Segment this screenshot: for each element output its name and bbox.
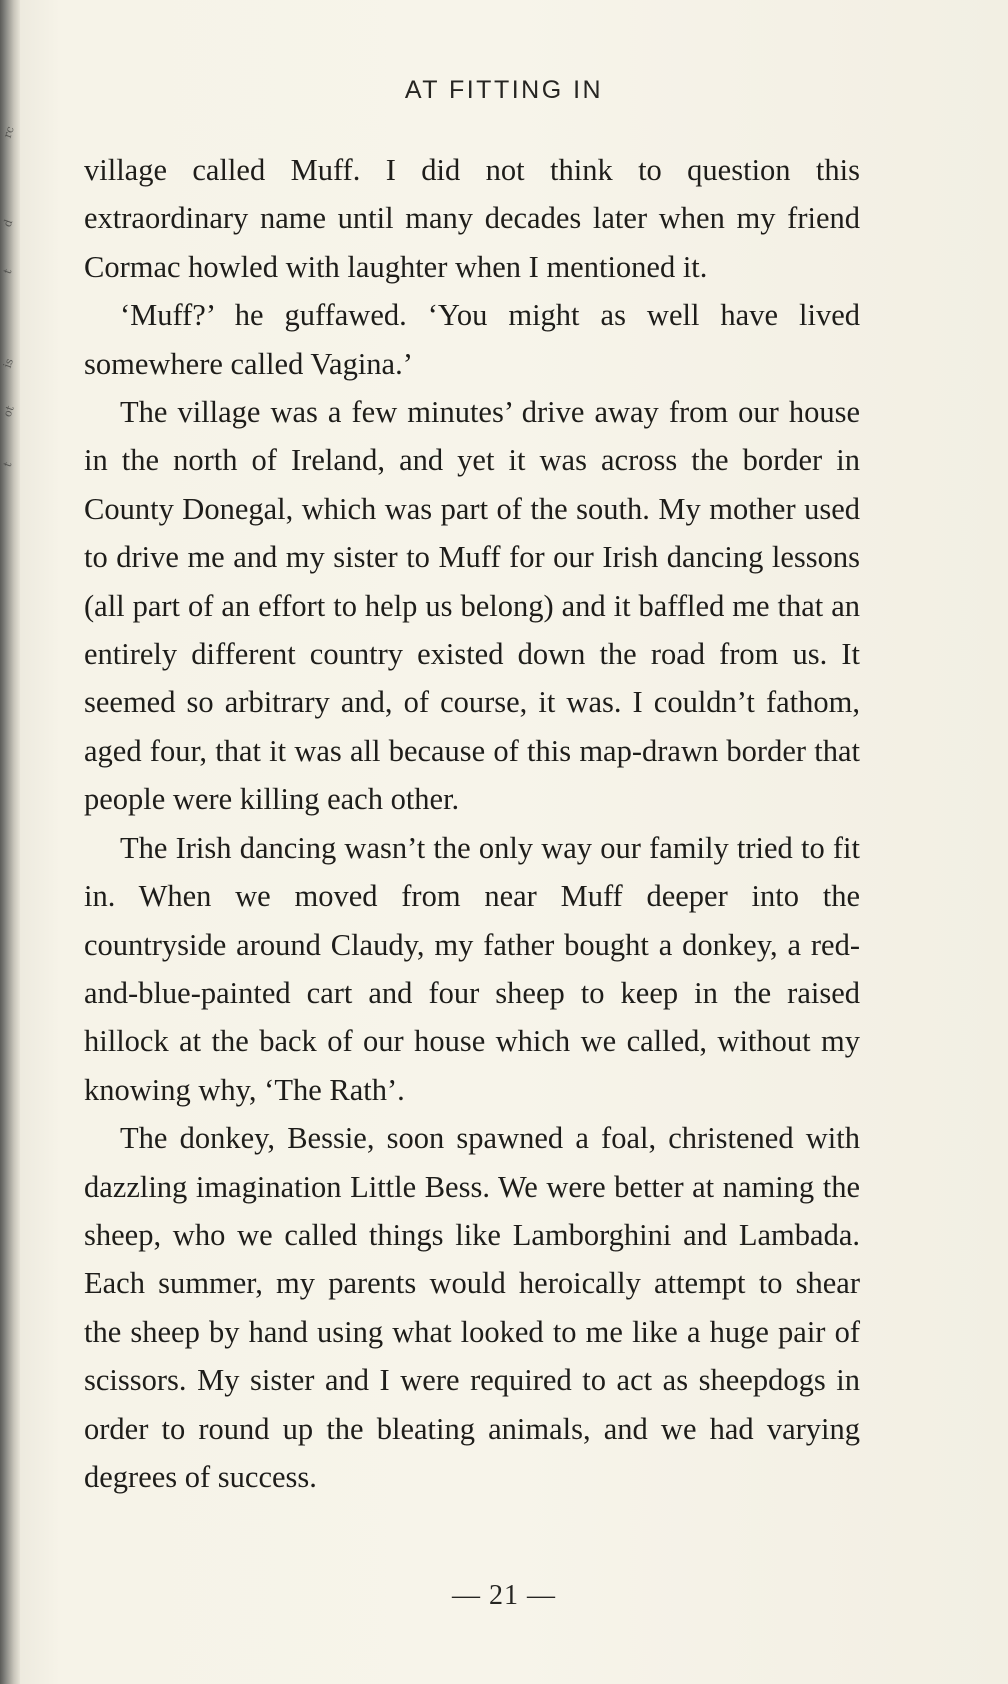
paragraph: village called Muff. I did not think to question this extraordinary name until many decades later when my friend Cormac howled with laughter when I mentioned it. [84, 153, 860, 284]
page-number: — 21 — [452, 1580, 556, 1611]
paragraph: The village was a few minutes’ drive away from our house in the north of Ireland, and yet it was across the border in County Donegal, which was part of the south. My mother used to drive me and my sister to Muff for our Irish dancing lessons (all part of an effort to help us belong) and it baffled me that an entirely different country existed down the road from us. It seemed so arbitrary and, of course, it was. I couldn’t fathom, aged four, that it was all because of this map-drawn border that people were killing each other. [84, 395, 860, 817]
edge-fragment: ot [0, 403, 17, 419]
paragraph: ‘Muff?’ he guffawed. ‘You might as well have lived somewhere called Vagina.’ [84, 298, 860, 381]
body-text [84, 146, 860, 1501]
edge-fragment: is [0, 356, 17, 370]
paragraph: The donkey, Bessie, soon spawned a foal, christened with dazzling imagination Little Bess. We were better at naming the sheep, who we called things like Lamborghini and Lambada. Each summer, my parents would heroically attempt to shear the sheep by hand using what looked to me like a huge pair of scissors. My sister and I were required to act as sheepdogs in order to round up the bleating animals, and we had varying degrees of success. [84, 1121, 860, 1494]
adjacent-page-edge [0, 0, 20, 1684]
edge-fragment: t [0, 460, 15, 469]
edge-fragment: d [0, 217, 16, 229]
paragraph: The Irish dancing wasn’t the only way our family tried to fit in. When we moved from near Muff deeper into the countryside around Claudy, my father bought a donkey, a red-and-blue-painted cart and four sheep to keep in the raised hillock at the back of our house which we called, without my knowing why, ‘The Rath’. [84, 830, 860, 1107]
edge-fragment: t [0, 267, 15, 276]
running-head: AT FITTING IN [404, 76, 604, 104]
edge-fragment: rc [0, 124, 17, 140]
